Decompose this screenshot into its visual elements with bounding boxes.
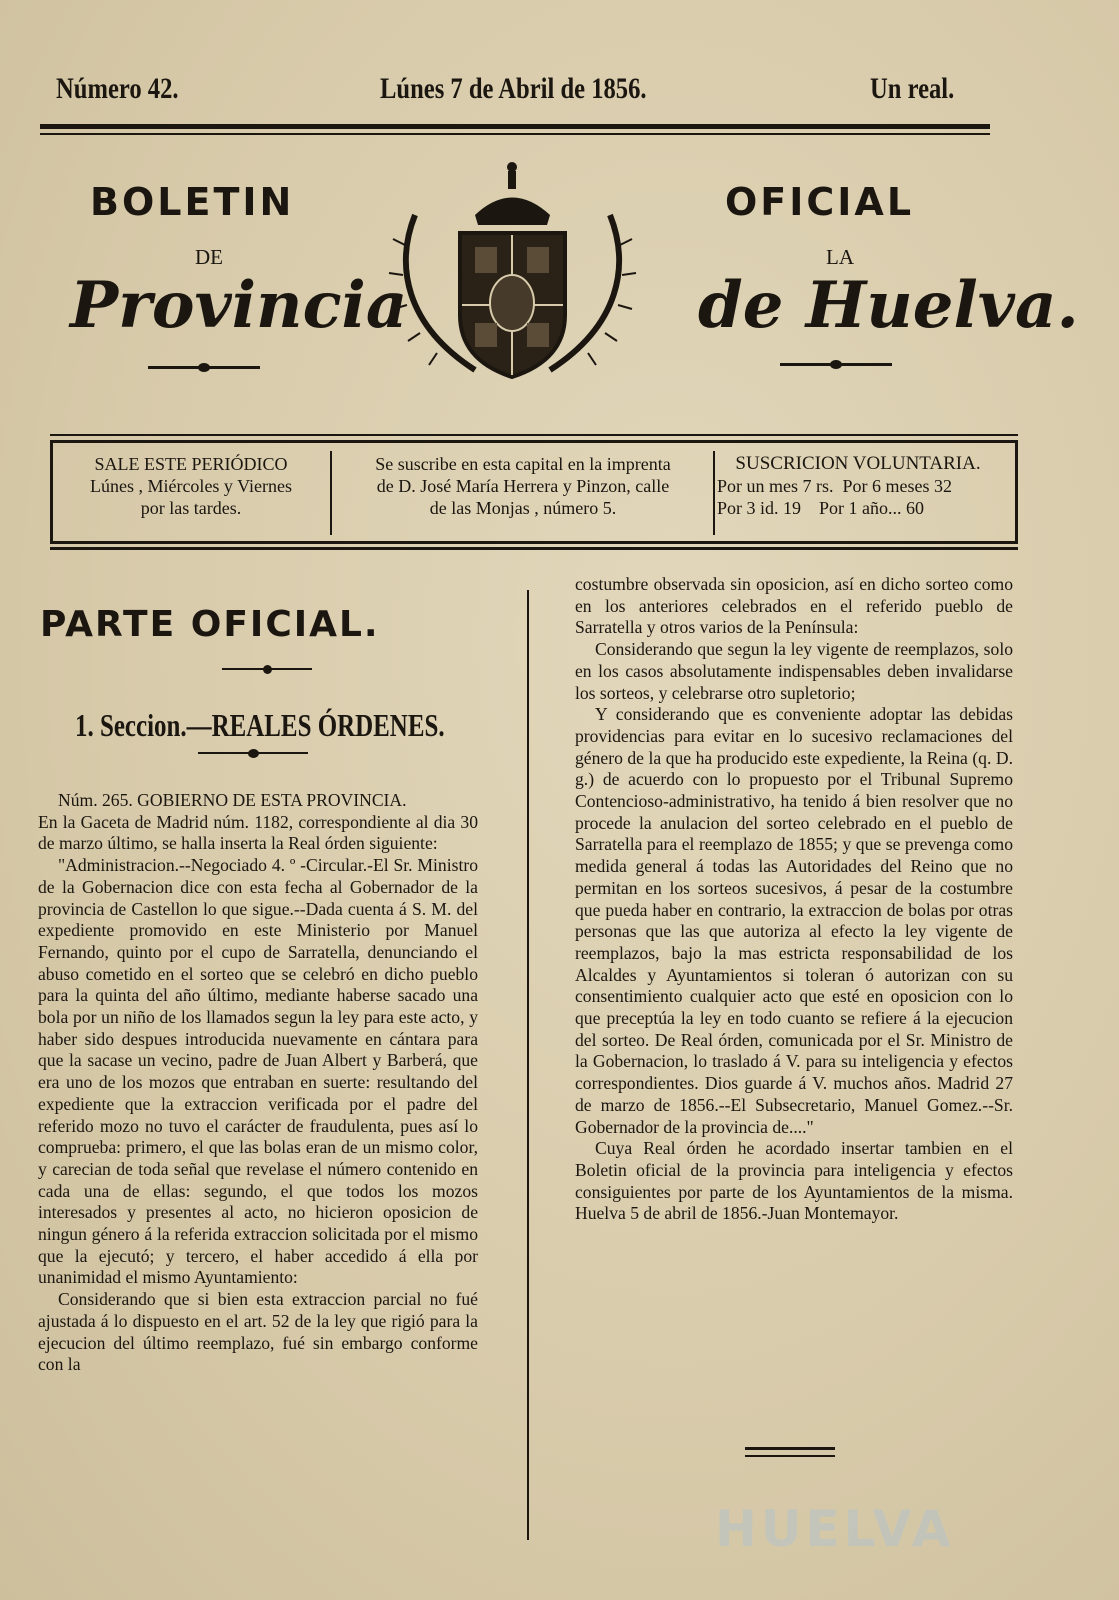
masthead-provincia: Provincia [70, 268, 408, 343]
section-subtitle: 1. Seccion.—REALES ÓRDENES. [75, 707, 445, 743]
archive-watermark: HUELVA [715, 1500, 955, 1558]
notice-heading: Núm. 265. GOBIERNO DE ESTA PROVINCIA. [58, 790, 407, 810]
address-line: Se suscribe en esta capital en la imprenta [375, 454, 671, 474]
publication-schedule [61, 453, 321, 519]
top-rule-thin [40, 133, 990, 135]
price-row: Por 3 id. 19 Por 1 año... 60 [717, 498, 924, 518]
paragraph: Considerando que segun la ley vigente de reemplazos, solo en los casos absolutamente indispensables deben invalidarse los sorteos, y celebrarse otro supletorio; [575, 639, 1013, 703]
schedule-line: SALE ESTE PERIÓDICO [94, 454, 288, 474]
box-rule-bottom [50, 547, 1018, 550]
section-title: PARTE OFICIAL. [40, 604, 380, 645]
end-rule-thin [745, 1455, 835, 1457]
paragraph: Y considerando que es conveniente adoptar las debidas providencias para evitar en lo sucesivo reclamaciones del género de la que ha producido este expediente, la Reina (q. D. g.) de acuerdo con lo propuesto por el Tribunal Supremo Contencioso-administrativo, ha tenido á bien resolver que no procede la anulacion del sorteo celebrado en el pueblo de Sarratella para el reemplazo de 1855; y que se prevenga como medida general á todas las Autoridades del Reino que no permitan en los sorteos sucesivos, á pesar de la costumbre que pueda haber en contrario, la extraccion de bolas por otras personas que las que autoriza al efecto la ley vigente de reemplazos, bajo la mas estricta responsabilidad de los Alcaldes y Ayuntamientos si toleran ó autorizan con su consentimiento cualquier acto que esté en oposicion con lo que preceptúa la ley en todo cuanto se refiere á la ejecucion del sorteo. De Real órden, comunicada por el Sr. Ministro de la Gobernacion, lo traslado á V. para su inteligencia y efectos correspondientes. Dios guarde á V. muchos años. Madrid 27 de marzo de 1856.--El Subsecretario, Manuel Gomez.--Sr. Gobernador de la provincia de...." [575, 704, 1013, 1137]
masthead-title-left: BOLETIN [90, 180, 295, 224]
ornament-left [148, 366, 260, 369]
issue-number: Número 42. [56, 72, 179, 105]
masthead-huelva: de Huelva. [698, 268, 1079, 343]
paragraph: "Administracion.--Negociado 4. º -Circular.-El Sr. Ministro de la Gobernacion dice con esta fecha al Gobernador de la provincia de Castellon lo que sigue.--Dada cuenta á S. M. del expediente promovido en este Ministerio por Manuel Fernando, quinto por el cupo de Sarratella, denunciando el abuso cometido en el sorteo que se celebró en dicho pueblo para la quinta del año último, mediante haberse sacado una bola por un niño de los llamados segun la ley para este acto, y haber sido despues introducida nuevamente en cántara para que la sacase un vecino, padre de Juan Albert y Barberá, que era uno de los mozos que entraban en suerte: resultando del expediente que la extraccion verificada por el padre del referido mozo no tuvo el carácter de fraudulenta, pues así lo comprueba: primero, el que las bolas eran de un mismo color, y carecian de toda señal que revelase el número contenido en cada una de ellas: segundo, el que todos los mozos interesados y presentes al acto, no hicieron oposicion de ningun género á la referida extraccion solicitada por el mismo que la ejecutó; y tercero, el haber accedido á ella por unanimidad el mismo Ayuntamiento: [38, 855, 478, 1288]
section-ornament [222, 668, 312, 670]
issue-date: Lúnes 7 de Abril de 1856. [380, 72, 647, 105]
box-divider [330, 451, 332, 535]
box-rule-top [50, 434, 1018, 436]
masthead-de: DE [195, 245, 223, 269]
schedule-line: Lúnes , Miércoles y Viernes [89, 476, 293, 496]
ornament-right [780, 363, 892, 366]
subscription-prices [717, 453, 999, 519]
prices-title: SUSCRICION VOLUNTARIA. [735, 453, 981, 474]
issue-price: Un real. [870, 72, 955, 105]
paragraph: Cuya Real órden he acordado insertar tambien en el Boletin oficial de la provincia para inteligencia y efectos consiguientes por parte de los Ayuntamientos de la misma. Huelva 5 de abril de 1856.-Juan Montemayor. [575, 1138, 1013, 1224]
subscription-address [338, 453, 708, 519]
schedule-line: por las tardes. [140, 498, 242, 518]
right-column [575, 574, 1013, 1225]
masthead-title-right: OFICIAL [725, 180, 915, 224]
left-column [38, 790, 478, 1376]
box-divider [713, 451, 715, 535]
coat-of-arms-icon [375, 155, 650, 395]
paragraph: En la Gaceta de Madrid núm. 1182, correspondiente al dia 30 de marzo último, se halla inserta la Real órden siguiente: [38, 811, 478, 854]
column-divider [527, 590, 529, 1540]
top-rule [40, 124, 990, 129]
paragraph: costumbre observada sin oposicion, así en dicho sorteo como en los anteriores celebrados en el referido pueblo de Sarratella y otros varios de la Península: [575, 574, 1013, 638]
address-line: de D. José María Herrera y Pinzon, calle [376, 476, 670, 496]
subtitle-ornament [198, 752, 308, 754]
paragraph: Considerando que si bien esta extraccion parcial no fué ajustada á lo dispuesto en el art. 52 de la ley que rigió para la ejecucion del último reemplazo, fué sin embargo conforme con la [38, 1289, 478, 1375]
end-rule [745, 1447, 835, 1450]
price-row: Por un mes 7 rs. Por 6 meses 32 [717, 476, 952, 496]
subscription-box [50, 440, 1018, 544]
address-line: de las Monjas , número 5. [429, 498, 617, 518]
masthead-la: LA [826, 245, 854, 269]
